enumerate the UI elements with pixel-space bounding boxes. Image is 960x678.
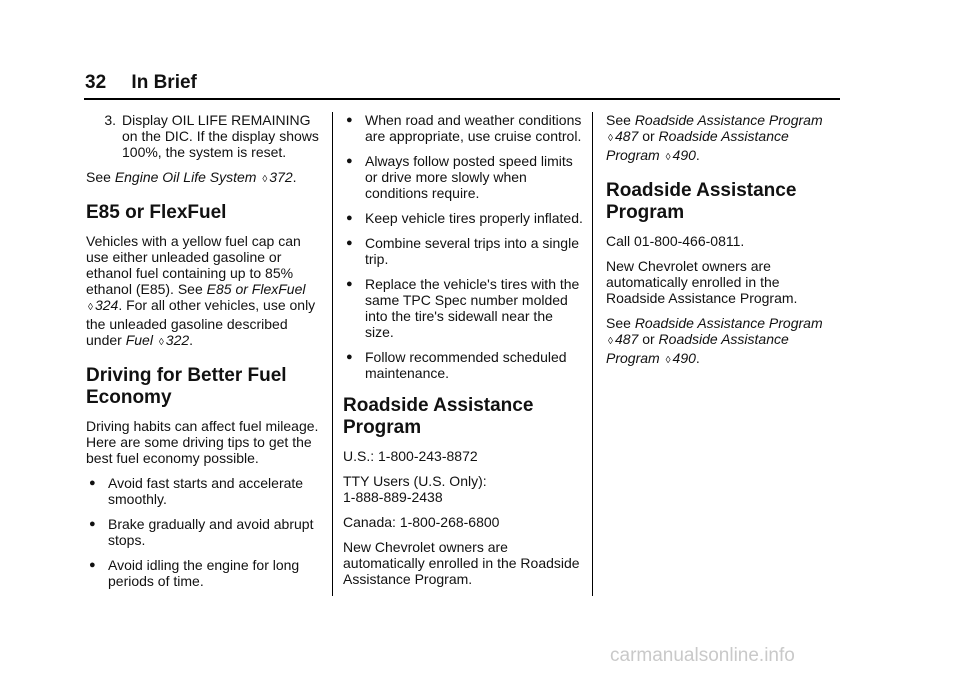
page-arrow-icon: ◊: [262, 174, 268, 185]
xref-link[interactable]: E85 or FlexFuel: [206, 281, 306, 297]
list-item: [86, 475, 322, 507]
list-item-text: Avoid fast starts and accelerate smoothly.: [108, 475, 304, 507]
see-reference: [86, 169, 322, 188]
xref-link[interactable]: Roadside Assistance Program: [606, 331, 789, 366]
xref-page[interactable]: 490: [672, 147, 696, 163]
enroll-paragraph: New Chevrolet owners are automatically enrolled in the Roadside Assistance Program.: [343, 539, 580, 587]
see-prefix: See: [86, 169, 111, 185]
heading-roadside-assistance: Roadside Assistance Program: [606, 180, 797, 223]
list-item: [343, 153, 583, 201]
xref-page[interactable]: 324: [94, 297, 119, 313]
e85-paragraph: [86, 233, 322, 351]
list-item: [343, 235, 583, 267]
xref-page[interactable]: 372: [269, 169, 293, 185]
page-arrow-icon: ◊: [665, 355, 671, 366]
bullet-icon: ●: [346, 237, 353, 249]
see-prefix: See: [606, 315, 631, 331]
section-title: In Brief: [131, 72, 197, 93]
list-item-text: Keep vehicle tires properly inflated.: [365, 210, 583, 226]
step-item: [86, 112, 322, 160]
see-reference: [606, 112, 842, 166]
column-1: [86, 112, 322, 598]
list-item-text: Combine several trips into a single trip.: [365, 235, 579, 267]
punctuation: .: [292, 169, 297, 185]
page-header: [85, 72, 197, 94]
xref-page[interactable]: 487: [614, 128, 639, 144]
list-item-text: Follow recommended scheduled maintenance.: [365, 349, 567, 381]
list-item-text: When road and weather conditions are appropriate, use cruise control.: [365, 112, 582, 144]
punctuation: .: [695, 147, 700, 163]
call-line: Call 01-800-466-0811.: [606, 233, 745, 249]
enroll-paragraph: New Chevrolet owners are automatically enrolled in the Roadside Assistance Program.: [606, 258, 798, 306]
heading-fuel-economy: Driving for Better Fuel Economy: [86, 365, 287, 408]
bullet-icon: ●: [346, 351, 353, 363]
list-item: [86, 516, 322, 548]
page-number: 32: [85, 72, 107, 93]
heading-e85: E85 or FlexFuel: [86, 202, 227, 223]
list-item: [343, 112, 583, 144]
bullet-icon: ●: [89, 559, 96, 571]
list-item: [343, 349, 583, 381]
xref-link[interactable]: Engine Oil Life System: [114, 169, 257, 185]
tty-number: 1-888-889-2438: [343, 489, 443, 505]
header-rule: [84, 98, 840, 100]
column-divider-2: [592, 112, 593, 596]
page-arrow-icon: ◊: [158, 337, 164, 348]
list-item-text: Replace the vehicle's tires with the same TPC Spec number molded into the tire's sidewall near the size.: [365, 276, 580, 340]
list-item: [343, 210, 583, 226]
economy-paragraph: Driving habits can affect fuel mileage. Here are some driving tips to get the best fuel economy possible.: [86, 418, 319, 466]
or-text: or: [642, 331, 655, 347]
column-divider-1: [332, 112, 333, 596]
list-item: [343, 276, 583, 340]
xref-link[interactable]: Roadside Assistance Program: [606, 128, 789, 163]
punctuation: .: [695, 350, 700, 366]
page-arrow-icon: ◊: [608, 133, 613, 144]
column-3: [606, 112, 842, 378]
column-2: [343, 112, 583, 596]
us-phone: U.S.: 1-800-243-8872: [343, 448, 478, 464]
e85-text-a: Vehicles with a yellow fuel cap can use either unleaded gasoline or ethanol fuel containing up to 85% ethanol (E85). See: [86, 233, 301, 297]
bullet-icon: ●: [346, 278, 353, 290]
punctuation: .: [189, 332, 194, 348]
bullet-icon: ●: [89, 477, 96, 489]
list-item-text: Avoid idling the engine for long periods of time.: [108, 557, 300, 589]
xref-page[interactable]: 490: [672, 350, 696, 366]
e85-text-b: . For all other vehicles, use only the unleaded gasoline described under: [86, 297, 316, 348]
tty-phone: [343, 473, 583, 505]
canada-phone: Canada: 1-800-268-6800: [343, 514, 500, 530]
bullet-icon: ●: [346, 212, 353, 224]
see-reference: [606, 315, 842, 369]
list-item-text: Always follow posted speed limits or drive more slowly when conditions require.: [365, 153, 573, 201]
bullet-icon: ●: [89, 518, 96, 530]
see-prefix: See: [606, 112, 631, 128]
or-text: or: [642, 128, 655, 144]
watermark: carmanualsonline.info: [610, 645, 795, 666]
bullet-icon: ●: [346, 114, 353, 126]
page-arrow-icon: ◊: [665, 152, 671, 163]
page-arrow-icon: ◊: [608, 336, 613, 347]
step-text: Display OIL LIFE REMAINING on the DIC. If the display shows 100%, the system is reset.: [122, 112, 319, 160]
xref-link[interactable]: Roadside Assistance Program: [634, 112, 823, 128]
xref-page[interactable]: 487: [614, 331, 639, 347]
xref-link[interactable]: Fuel: [125, 332, 153, 348]
list-item: [86, 557, 322, 589]
heading-roadside-assistance: Roadside Assistance Program: [343, 395, 534, 438]
xref-page[interactable]: 322: [165, 332, 190, 348]
step-number: 3.: [104, 112, 116, 128]
tty-label: TTY Users (U.S. Only):: [343, 473, 487, 489]
list-item-text: Brake gradually and avoid abrupt stops.: [108, 516, 314, 548]
page-arrow-icon: ◊: [88, 302, 93, 313]
xref-link[interactable]: Roadside Assistance Program: [634, 315, 823, 331]
bullet-icon: ●: [346, 155, 353, 167]
